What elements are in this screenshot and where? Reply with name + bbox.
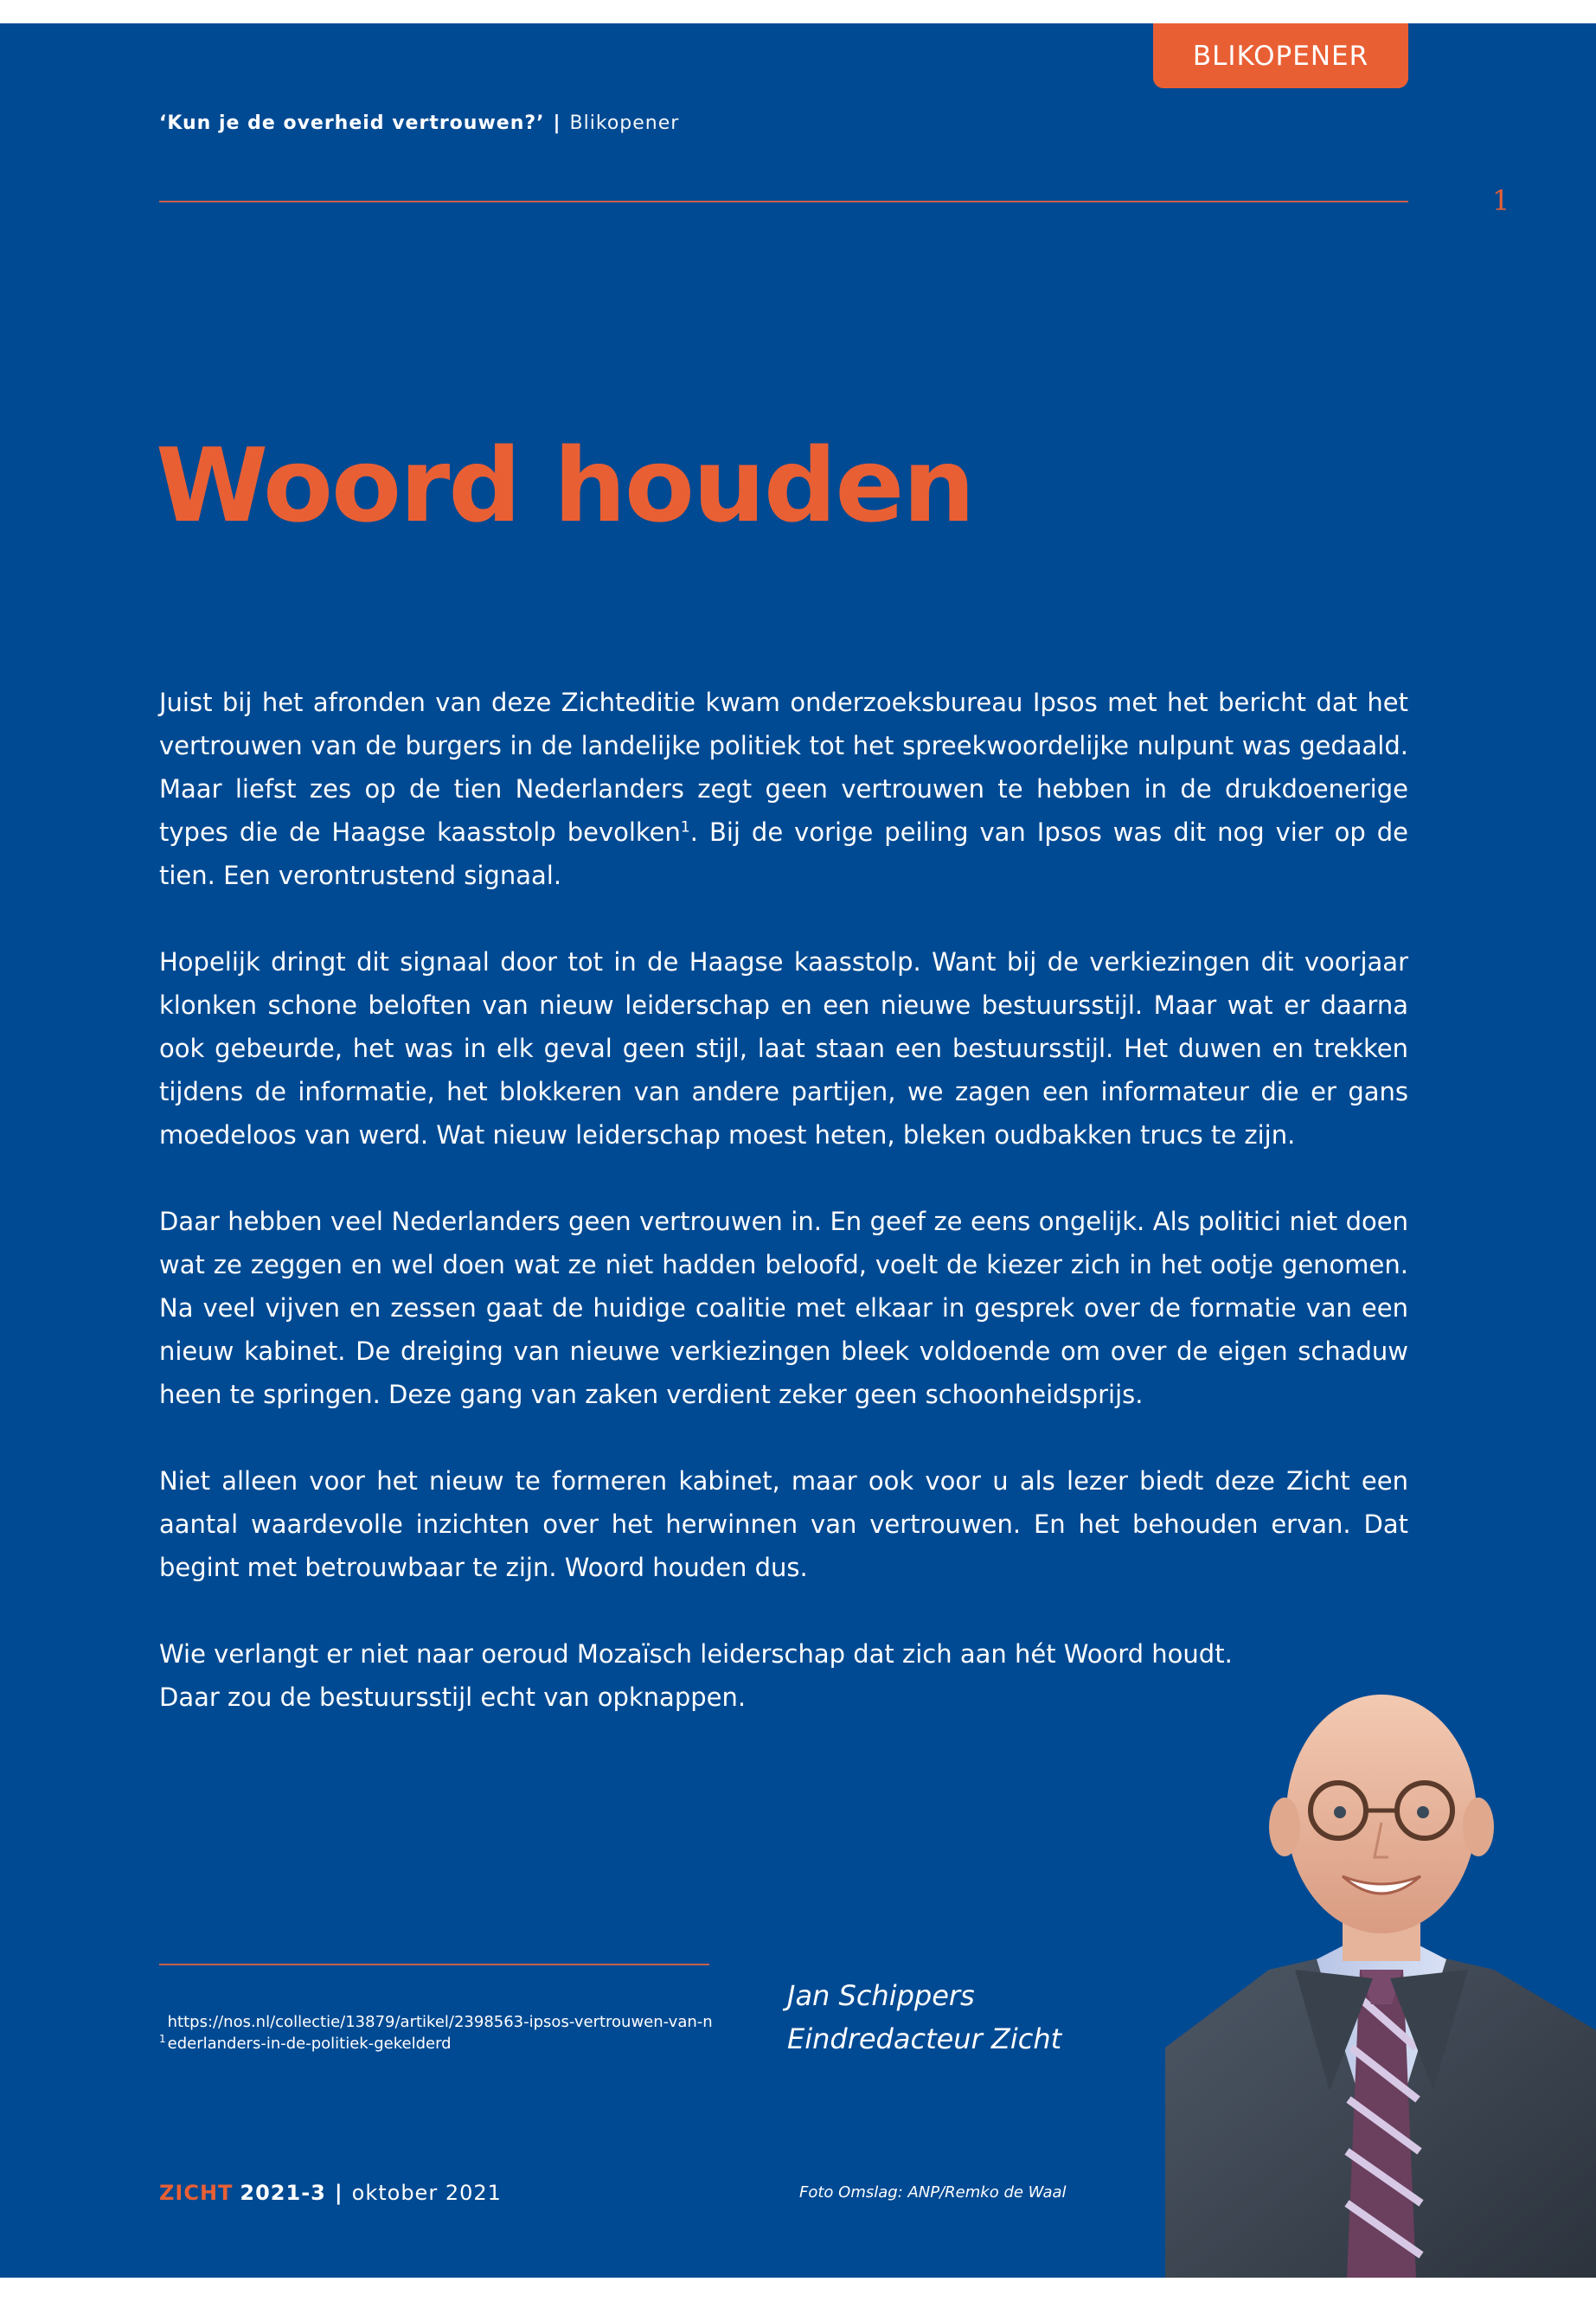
paragraph-5-line-2: Daar zou de bestuursstijl echt van opknappen. — [159, 1682, 747, 1712]
running-header-separator: | — [553, 112, 561, 134]
author-role: Eindredacteur Zicht — [787, 2022, 1062, 2055]
section-tab — [1153, 23, 1408, 88]
header-rule — [159, 201, 1408, 202]
photo-credit: Foto Omslag: ANP/Remko de Waal — [799, 2183, 1067, 2202]
paragraph-5-line-1: Wie verlangt er niet naar oeroud Mozaïsch leiderschap dat zich aan hét Woord houdt. — [159, 1639, 1233, 1669]
paragraph-2: Hopelijk dringt dit signaal door tot in de Haagse kaasstolp. Want bij de verkiezingen dit voorjaar klonken schone beloften van nieuw leiderschap en een nieuwe bestuursstijl. Maar wat er daarna ook gebeurde, het was in elk geval geen stijl, laat staan een bestuursstijl. Het duwen en trekken tijdens de informatie, het blokkeren van andere partijen, we zagen een informateur die er gans moedeloos van werd. Wat nieuw leiderschap moest heten, bleken oudbakken trucs te zijn. — [159, 947, 1408, 1150]
running-section: Blikopener — [569, 112, 680, 134]
footer-date: oktober 2021 — [351, 2181, 502, 2205]
article-body — [159, 681, 1408, 1719]
footer-separator: | — [334, 2181, 343, 2205]
author-name: Jan Schippers — [787, 1979, 975, 2012]
footnote — [159, 2011, 730, 2054]
footnote-url: https://nos.nl/collectie/13879/artikel/2398563-ipsos-vertrouwen-van-nederlanders-in-de-politiek-gekelderd — [167, 2013, 713, 2053]
footnote-mark: 1 — [159, 2033, 166, 2045]
signature — [787, 1974, 1061, 2061]
paragraph-3: Daar hebben veel Nederlanders geen vertrouwen in. En geef ze eens ongelijk. Als politici niet doen wat ze zeggen en wel doen wat ze niet hadden beloofd, voelt de kiezer zich in het ootje genomen. Na veel vijven en zessen gaat de huidige coalitie met elkaar in gesprek over de formatie van een nieuw kabinet. De dreiging van nieuwe verkiezingen bleek voldoende om over de eigen schaduw heen te springen. Deze gang van zaken verdient zeker geen schoonheidsprijs. — [159, 1207, 1408, 1409]
footer-brand: ZICHT — [159, 2181, 234, 2205]
section-tab-label: BLIKOPENER — [1192, 40, 1369, 72]
paragraph-4: Niet alleen voor het nieuw te formeren kabinet, maar ook voor u als lezer biedt deze Zicht een aantal waardevolle inzichten over het herwinnen van vertrouwen. En het behouden ervan. Dat begint met betrouwbaar te zijn. Woord houden dus. — [159, 1466, 1408, 1582]
page-number: 1 — [1492, 184, 1510, 217]
paragraph-1-text-b: . Bij de vorige peiling van Ipsos was dit nog vier op de tien. Een verontrustend signaal. — [159, 817, 1408, 890]
running-header — [159, 112, 679, 134]
author-portrait — [1165, 1684, 1596, 2278]
footer-issue: 2021-3 — [240, 2181, 326, 2205]
paragraph-1-text-a: Juist bij het afronden van deze Zichteditie kwam onderzoeksbureau Ipsos met het bericht dat het vertrouwen van de burgers in de landelijke politiek tot het spreekwoordelijke nulpunt was gedaald. Maar liefst zes op de tien Nederlanders zegt geen vertrouwen te hebben in de drukdoenerige types die de Haagse kaasstolp bevolken — [159, 688, 1408, 847]
paragraph-1 — [159, 681, 1408, 897]
page-footer — [159, 2181, 502, 2205]
magazine-page — [0, 23, 1596, 2278]
footnote-rule — [159, 1964, 709, 1965]
running-title: ‘Kun je de overheid vertrouwen?’ — [159, 112, 545, 134]
footnote-reference: 1 — [680, 818, 690, 836]
article-headline: Woord houden — [156, 426, 974, 545]
